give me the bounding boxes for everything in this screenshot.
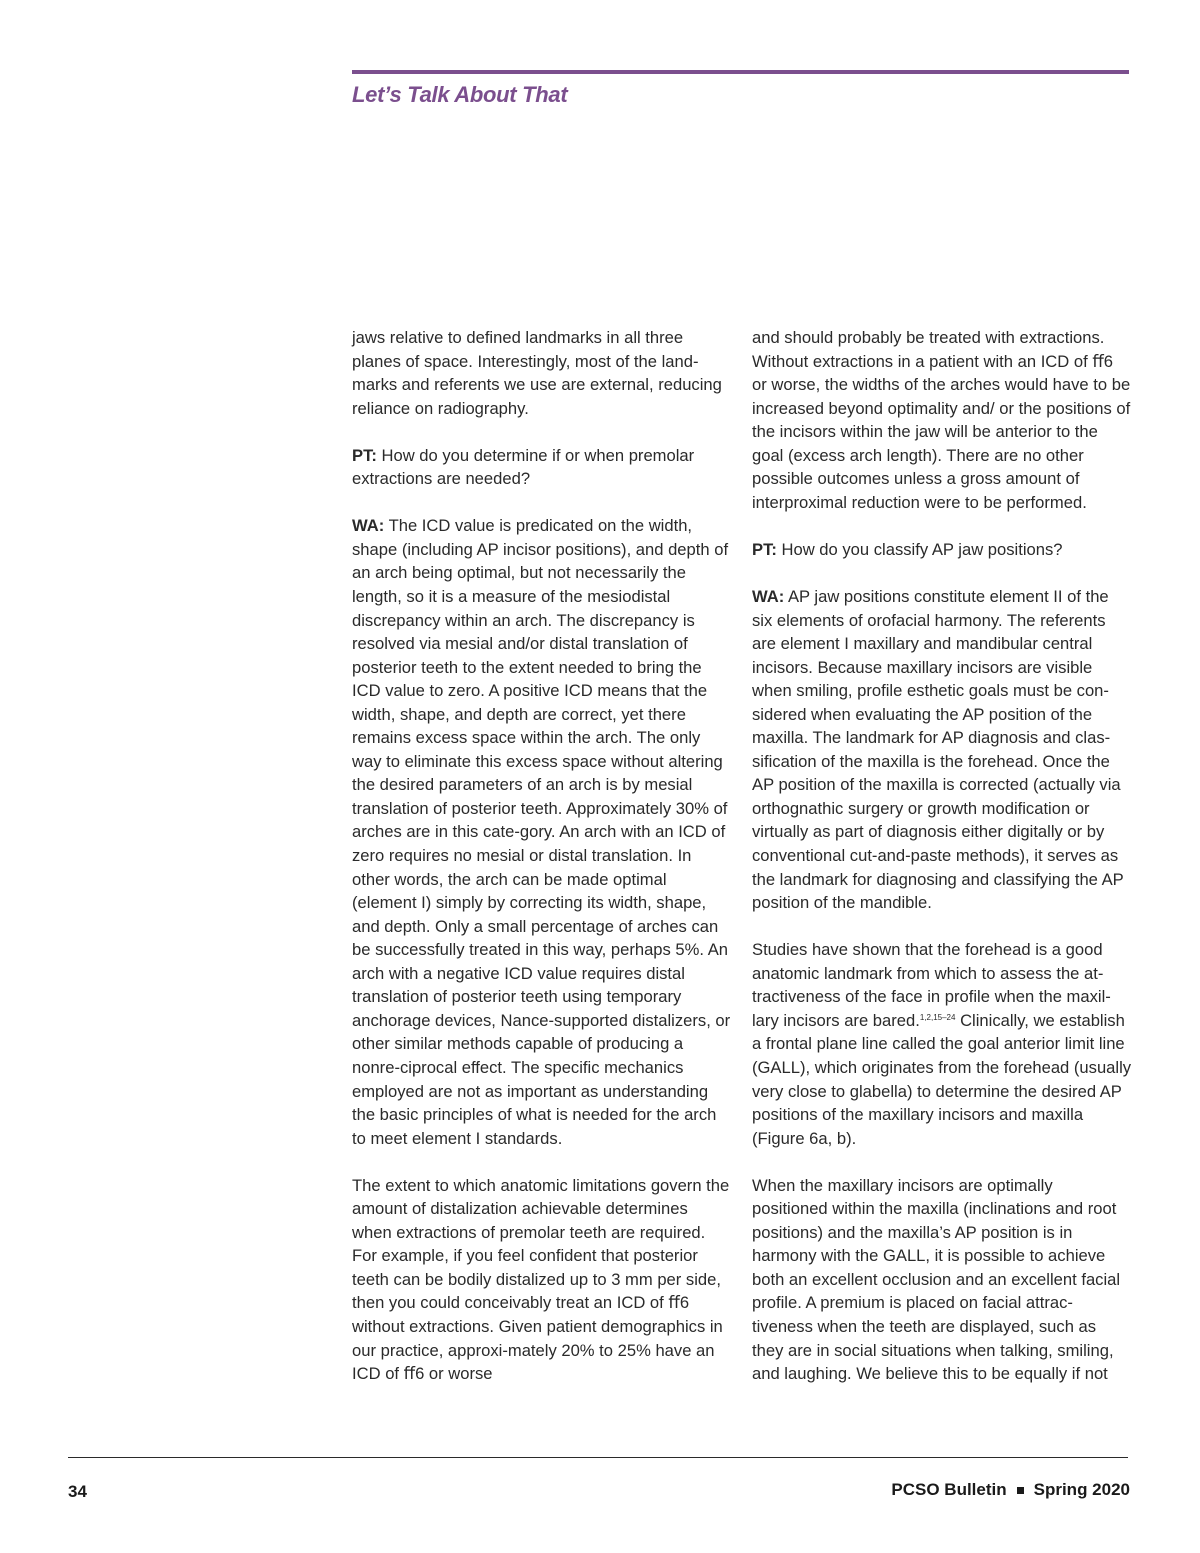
- right-paragraph-5: When the maxillary incisors are optimally positioned within the maxilla (inclinations and root positions) and the maxilla’s AP position is in harmony with the GALL, it is possible to achieve both an excellent occlusion and an excellent facial profile. A premium is placed on facial attrac-tiveness when the teeth are displayed, such as they are in social situations when talking, smiling, and laughing. We believe this to be equally if not: [752, 1175, 1121, 1384]
- issue-date: Spring 2020: [1033, 1480, 1130, 1499]
- right-answer-wa: [752, 585, 1132, 915]
- footer-rule: [68, 1457, 1128, 1458]
- left-question-pt: [352, 444, 732, 491]
- left-column: [352, 326, 732, 1386]
- right-column: [752, 326, 1132, 1386]
- publication-name: PCSO Bulletin: [891, 1480, 1007, 1499]
- square-separator-icon: [1017, 1487, 1024, 1494]
- pt-question-text: How do you determine if or when premolar extractions are needed?: [352, 445, 695, 489]
- left-paragraph-4: The extent to which anatomic limitations govern the amount of distalization achievable determines when extractions of premolar teeth are required. For example, if you feel confident that posterior teeth can be bodily distalized up to 3 mm per side, then you could conceivably treat an ICD of ﬀ6 without extractions. Given patient demographics in our practice, approxi-mately 20% to 25% have an ICD of ﬀ6 or worse: [352, 1175, 730, 1384]
- section-title: Let’s Talk About That: [352, 82, 568, 107]
- footer-publication: [891, 1480, 1130, 1500]
- left-paragraph-1: jaws relative to defined landmarks in all three planes of space. Interestingly, most of the land-marks and referents we use are external, reducing reliance on radiography.: [352, 328, 722, 418]
- wa-answer-text: The ICD value is predicated on the width, shape (including AP incisor positions), and depth of an arch being optimal, but not necessarily the length, so it is a measure of the mesiodistal discrepancy within an arch. The discrepancy is resolved via mesial and/or distal translation of posterior teeth to the extent needed to bring the ICD value to zero. A positive ICD means that the width, shape, and depth are correct, yet there remains excess space within the arch. The only way to eliminate this excess space without altering the desired parameters of an arch is by mesial translation of posterior teeth. Approximately 30% of arches are in this cate-gory. An arch with an ICD of zero requires no mesial or distal translation. In other words, the arch can be made optimal (element I) simply by correcting its width, shape, and depth. Only a small percentage of arches can be successfully treated in this way, perhaps 5%. An arch with a negative ICD value requires distal translation of posterior teeth using temporary anchorage devices, Nance-supported distalizers, or other similar methods capable of producing a nonre-ciprocal effect. The specific mechanics employed are not as important as understanding the basic principles of what is needed for the arch to meet element I standards.: [352, 516, 731, 1148]
- right-paragraph-1: and should probably be treated with extractions. Without extractions in a patient with an ICD of ﬀ6 or worse, the widths of the arches would have to be increased beyond optimality and/ or the positions of the incisors within the jaw will be anterior to the goal (excess arch length). There are no other possible outcomes unless a gross amount of interproximal reduction were to be performed.: [752, 328, 1131, 512]
- wa-answer-text: AP jaw positions constitute element II of the six elements of orofacial harmony. The referents are element I maxillary and mandibular central incisors. Because maxillary incisors are visible when smiling, profile esthetic goals must be con-sidered when evaluating the AP position of the maxilla. The landmark for AP diagnosis and clas-sification of the maxilla is the forehead. Once the AP position of the maxilla is corrected (actually via orthognathic surgery or growth modification or virtually as part of diagnosis either digitally or by conventional cut-and-paste methods), it serves as the landmark for diagnosing and classifying the AP position of the mandible.: [752, 587, 1124, 913]
- pt-label: PT:: [352, 445, 377, 465]
- left-answer-wa: [352, 514, 732, 1150]
- wa-label: WA:: [752, 587, 785, 607]
- right-paragraph-4: [752, 938, 1132, 1150]
- pt-label: PT:: [752, 539, 777, 559]
- wa-label: WA:: [352, 516, 385, 536]
- page-number: 34: [68, 1482, 87, 1501]
- pt-question-text: How do you classify AP jaw positions?: [776, 539, 1063, 559]
- citation-superscript: 1,2,15–24: [919, 1012, 956, 1022]
- gall-text: Clinically, we establish a frontal plane line called the goal anterior limit line (GALL), which originates from the forehead (usually very close to glabella) to determine the desired AP positions of the maxillary incisors and maxilla (Figure 6a, b).: [752, 1010, 1132, 1148]
- studies-text: Studies have shown that the forehead is a good anatomic landmark from which to assess the at-tractiveness of the face in profile when the maxil-lary incisors are bared.: [752, 940, 1111, 1030]
- right-question-pt: [752, 538, 1132, 562]
- header-rule: [352, 70, 1129, 74]
